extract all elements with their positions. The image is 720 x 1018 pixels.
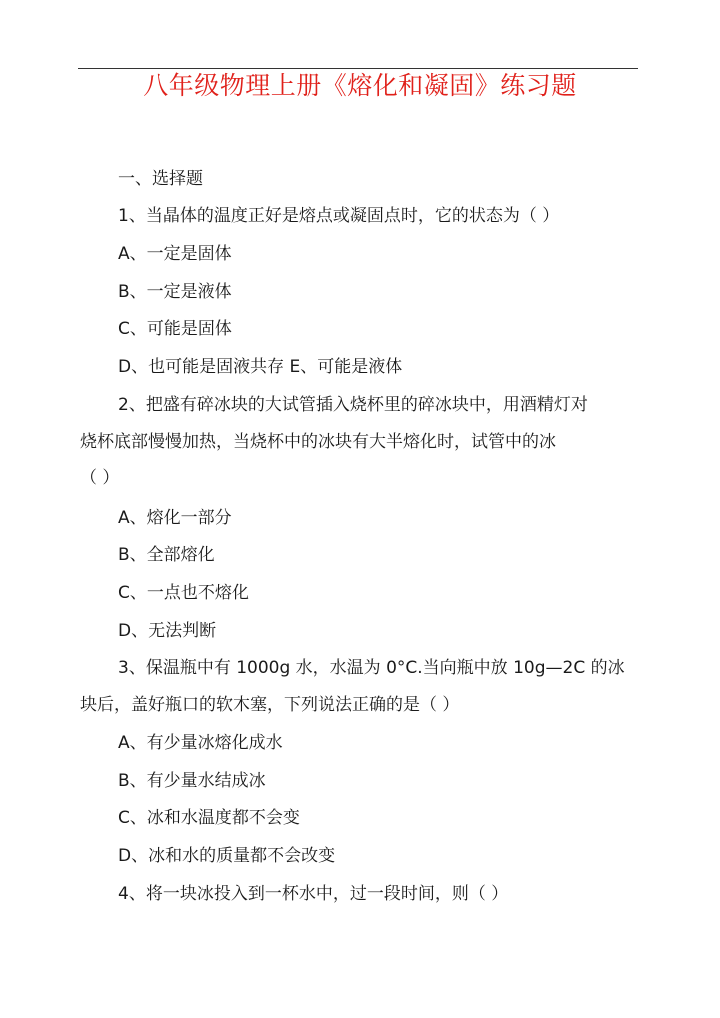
question-1-option-c: C、可能是固体	[118, 319, 232, 339]
question-2-option-d: D、无法判断	[118, 621, 217, 641]
question-3-option-a: A、有少量冰熔化成水	[118, 733, 283, 753]
question-2-stem-line-3: （ ）	[80, 468, 120, 488]
section-heading: 一、选择题	[118, 169, 203, 189]
question-3-option-c: C、冰和水温度都不会变	[118, 808, 300, 828]
question-2-stem-line-2: 烧杯底部慢慢加热，当烧杯中的冰块有大半熔化时，试管中的冰	[80, 432, 556, 452]
question-3-stem-line-1: 3、保温瓶中有 1000g 水，水温为 0°C.当向瓶中放 10g—2C 的冰	[118, 658, 625, 678]
question-1-stem: 1、当晶体的温度正好是熔点或凝固点时，它的状态为（ ）	[118, 206, 560, 226]
question-1-option-b: B、一定是液体	[118, 282, 232, 302]
question-2-option-a: A、熔化一部分	[118, 508, 232, 528]
question-2-option-c: C、一点也不熔化	[118, 583, 249, 603]
question-3-stem-line-2: 块后，盖好瓶口的软木塞，下列说法正确的是（ ）	[80, 695, 460, 715]
question-3-option-b: B、有少量水结成冰	[118, 771, 266, 791]
question-2-stem-line-1: 2、把盛有碎冰块的大试管插入烧杯里的碎冰块中，用酒精灯对	[118, 395, 588, 415]
question-3-option-d: D、冰和水的质量都不会改变	[118, 846, 336, 866]
question-4-stem: 4、将一块冰投入到一杯水中，过一段时间，则（ ）	[118, 884, 509, 904]
header-rule	[78, 68, 638, 69]
question-1-option-a: A、一定是固体	[118, 244, 232, 264]
question-1-option-d: D、也可能是固液共存 E、可能是液体	[118, 357, 403, 377]
question-2-option-b: B、全部熔化	[118, 545, 215, 565]
document-title: 八年级物理上册《熔化和凝固》练习题	[143, 71, 577, 100]
